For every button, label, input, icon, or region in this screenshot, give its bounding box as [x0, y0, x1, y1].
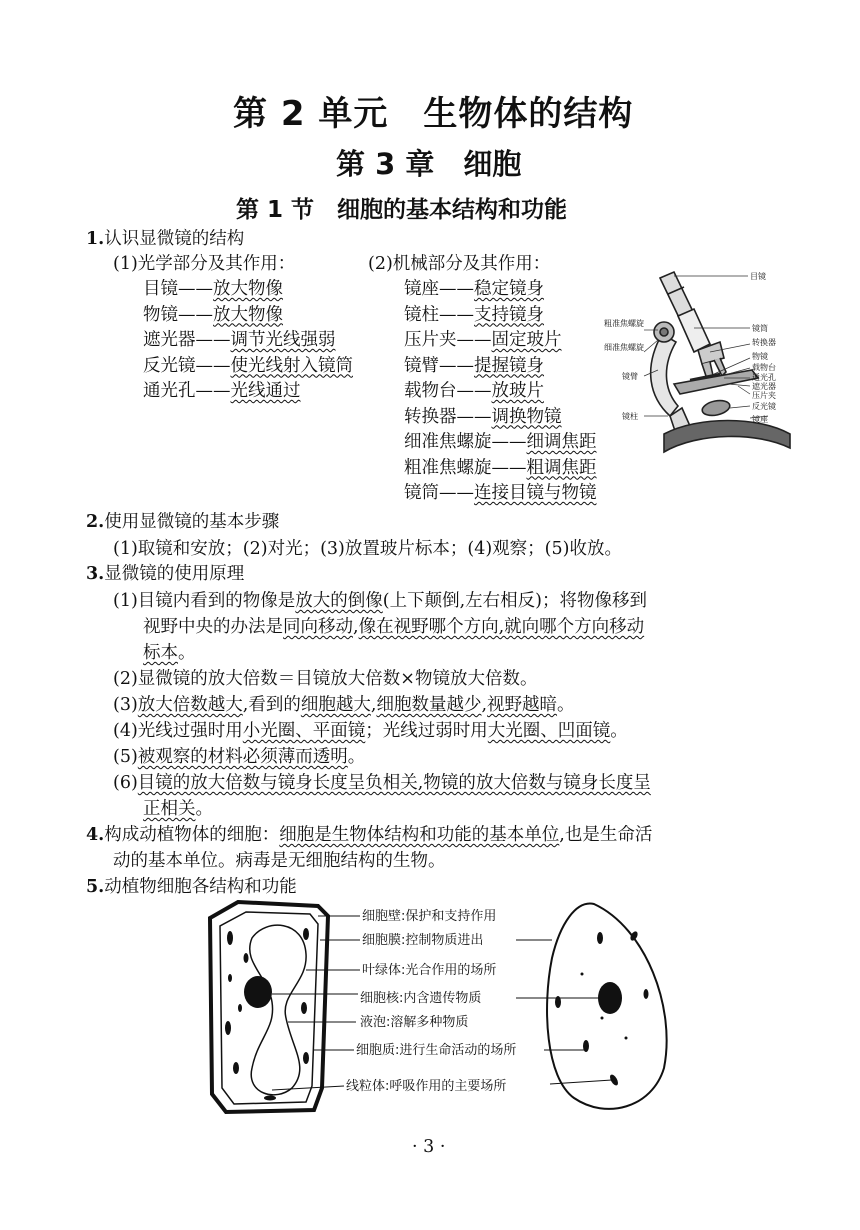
mech-row	[404, 353, 544, 379]
label-pillar: 镜柱	[622, 412, 638, 421]
dash: ——	[456, 381, 492, 401]
optical-row	[143, 327, 336, 353]
q3-point-3	[113, 692, 575, 718]
dash: ——	[439, 483, 474, 503]
dash: ——	[178, 304, 213, 325]
mech-row	[404, 480, 597, 506]
unit-title: 第 2 单元 生物体的结构	[233, 94, 634, 134]
q5-title: 动植物细胞各结构和功能	[104, 877, 297, 897]
label-arm: 镜臂	[622, 372, 638, 381]
optical-row	[143, 353, 353, 379]
q3-p5-ans: 被观察的材料必须薄而透明	[137, 747, 348, 767]
label-cell-wall: 细胞壁:保护和支持作用	[362, 909, 497, 924]
dash: ——	[439, 304, 474, 325]
optical-row	[143, 302, 283, 328]
dash: ——	[456, 330, 492, 350]
q2-number: 2.	[86, 512, 105, 532]
mech-part-name: 载物台	[404, 381, 457, 401]
q3-point-2: (2)显微镜的放大倍数＝目镜放大倍数×物镜放大倍数。	[113, 669, 538, 689]
dash: ——	[439, 279, 474, 299]
label-nucleus: 细胞核:内含遗传物质	[360, 991, 482, 1006]
q3-p1-answer2: 同向移动	[283, 617, 353, 637]
dash: ——	[195, 330, 231, 350]
label-mitochondria: 线粒体:呼吸作用的主要场所	[346, 1079, 507, 1094]
q3-p1-answer4: 标本	[143, 643, 178, 663]
q3-p3-num: (3)	[113, 695, 138, 715]
q3-p1-text2: ；将物像移到	[542, 591, 648, 611]
q4-answer: 细胞是生物体结构和功能的基本单位	[279, 825, 560, 845]
q4-line1	[86, 822, 652, 848]
plant-cell	[210, 902, 328, 1112]
mech-part-function: 提握镜身	[474, 355, 544, 376]
mech-part-function: 支持镜身	[474, 304, 544, 325]
label-diaphragm: 遮光器	[752, 382, 776, 391]
optical-part-function: 调节光线强弱	[230, 330, 336, 350]
q3-p3-end: 。	[557, 695, 575, 715]
label-base: 镜座	[752, 415, 768, 424]
q4-text2: ,也是生命活	[559, 825, 653, 845]
animal-cell	[547, 904, 667, 1109]
mech-row	[404, 327, 562, 353]
optical-part-function: 光线通过	[230, 381, 301, 401]
q5-heading	[86, 874, 297, 900]
mech-part-name: 细准焦螺旋	[404, 432, 492, 452]
optical-row	[143, 378, 301, 404]
q3-p1-answer: 放大的倒像	[295, 591, 383, 611]
label-coarse: 粗准焦螺旋	[604, 319, 644, 328]
label-fine: 细准焦螺旋	[604, 343, 644, 352]
q3-p3-ans3: 细胞数量越少	[376, 695, 482, 715]
q3-p4-ans1: 小光圈、平面镜	[242, 721, 366, 741]
q3-point-5	[113, 744, 365, 770]
label-tube: 镜筒	[752, 324, 768, 333]
mech-part-function: 稳定镜身	[474, 279, 544, 299]
q1-heading	[86, 226, 244, 252]
mech-part-name: 镜座	[404, 279, 439, 299]
mech-row	[404, 404, 562, 430]
page-number: · 3 ·	[412, 1137, 446, 1157]
q3-point-1	[113, 588, 647, 614]
optical-part-name: 反光镜	[143, 355, 196, 376]
q3-p1-text3: 视野中央的办法是	[143, 617, 283, 637]
mech-part-name: 转换器	[404, 406, 457, 427]
q3-p6-num: (6)	[113, 773, 138, 793]
mech-part-function: 调换物镜	[491, 406, 562, 427]
q3-point-4	[113, 718, 628, 744]
mech-part-name: 镜臂	[404, 355, 439, 376]
q3-p1-end: 。	[178, 643, 196, 663]
label-stage: 载物台	[752, 363, 776, 372]
mech-row	[404, 378, 544, 404]
label-vacuole: 液泡:溶解多种物质	[360, 1015, 469, 1030]
label-nosepiece: 转换器	[752, 338, 776, 347]
q2-title: 使用显微镜的基本步骤	[104, 512, 280, 532]
section-title: 第 1 节 细胞的基本结构和功能	[236, 197, 568, 223]
q3-p3-ans2: 细胞越大	[300, 695, 371, 715]
dash: ——	[491, 457, 527, 478]
q3-p3-text2: ,	[370, 695, 377, 715]
dash: ——	[491, 432, 527, 452]
q3-point-1-line2	[143, 614, 644, 640]
optical-part-name: 遮光器	[143, 330, 196, 350]
mech-part-function: 固定玻片	[491, 330, 562, 350]
q3-point-1-line3	[143, 640, 196, 666]
q3-p1-comma: ,	[353, 617, 359, 637]
label-eyepiece: 目镜	[750, 272, 766, 281]
label-chloroplast: 叶绿体:光合作用的场所	[362, 963, 497, 978]
dash: ——	[439, 355, 474, 376]
optical-part-name: 通光孔	[143, 381, 196, 401]
mechanical-heading: (2)机械部分及其作用：	[368, 254, 551, 274]
mech-part-name: 镜柱	[404, 304, 439, 325]
q3-p6-ans2: 正相关	[143, 799, 196, 819]
q3-title: 显微镜的使用原理	[104, 564, 245, 584]
optical-row	[143, 276, 283, 302]
label-cytoplasm: 细胞质:进行生命活动的场所	[356, 1043, 517, 1058]
q3-p6-end: 。	[195, 799, 213, 819]
dash: ——	[456, 406, 492, 427]
q3-p3-text1: ,看到的	[242, 695, 301, 715]
dash: ——	[178, 279, 213, 299]
mech-part-function: 粗调焦距	[526, 457, 597, 478]
label-aperture: 通光孔	[752, 373, 776, 382]
cell-diagram	[206, 898, 676, 1123]
dash: ——	[195, 381, 231, 401]
dash: ——	[195, 355, 231, 376]
q3-p3-text3: ,	[481, 695, 488, 715]
q3-p4-text1: (4)光线过强时用	[113, 721, 243, 741]
q3-number: 3.	[86, 564, 105, 584]
mech-row	[404, 429, 597, 455]
q3-p1-text: (1)目镜内看到的物像是	[113, 591, 296, 611]
q5-number: 5.	[86, 877, 105, 897]
q2-steps: (1)取镜和安放；(2)对光；(3)放置玻片标本；(4)观察；(5)收放。	[113, 539, 622, 559]
q2-heading	[86, 509, 279, 535]
microscope-figure	[598, 266, 794, 460]
q3-p4-ans2: 大光圈、凹面镜	[487, 721, 611, 741]
q1-number: 1.	[86, 229, 105, 249]
q3-point-6-line2	[143, 796, 213, 822]
q3-p1-note: (上下颠倒,左右相反)	[382, 591, 543, 611]
label-clip: 压片夹	[752, 391, 776, 400]
q3-p5-num: (5)	[113, 747, 138, 767]
mech-part-function: 细调焦距	[526, 432, 597, 452]
q3-p3-ans4: 视野越暗	[487, 695, 558, 715]
q3-p4-text2: ；光线过弱时用	[365, 721, 488, 741]
mech-part-function: 放玻片	[491, 381, 544, 401]
optical-heading: (1)光学部分及其作用：	[113, 254, 296, 274]
optical-part-function: 放大物像	[213, 279, 283, 299]
label-mirror: 反光镜	[752, 402, 776, 411]
optical-part-function: 放大物像	[213, 304, 283, 325]
q4-number: 4.	[86, 825, 105, 845]
optical-part-name: 目镜	[143, 279, 178, 299]
mech-part-function: 连接目镜与物镜	[474, 483, 597, 503]
q3-p3-ans1: 放大倍数越大	[137, 695, 243, 715]
q3-p6-ans: 目镜的放大倍数与镜身长度呈负相关,物镜的放大倍数与镜身长度呈	[137, 773, 651, 793]
q3-point-6	[113, 770, 651, 796]
mech-row	[404, 276, 544, 302]
q3-p4-end: 。	[610, 721, 628, 741]
label-objective: 物镜	[752, 352, 768, 361]
q4-line2: 动的基本单位。病毒是无细胞结构的生物。	[113, 851, 446, 871]
q4-text1: 构成动植物体的细胞：	[104, 825, 280, 845]
q1-title: 认识显微镜的结构	[104, 229, 245, 249]
optical-part-name: 物镜	[143, 304, 178, 325]
mech-row	[404, 455, 597, 481]
q3-heading	[86, 561, 244, 587]
q3-p1-answer3: 像在视野哪个方向,就向哪个方向移动	[358, 617, 645, 637]
mech-part-name: 镜筒	[404, 483, 439, 503]
optical-part-function: 使光线射入镜筒	[230, 355, 353, 376]
mech-row	[404, 302, 544, 328]
mech-part-name: 压片夹	[404, 330, 457, 350]
mech-part-name: 粗准焦螺旋	[404, 457, 492, 478]
label-cell-membrane: 细胞膜:控制物质进出	[362, 933, 484, 948]
chapter-title: 第 3 章 细胞	[336, 147, 522, 181]
q3-p5-end: 。	[347, 747, 366, 767]
